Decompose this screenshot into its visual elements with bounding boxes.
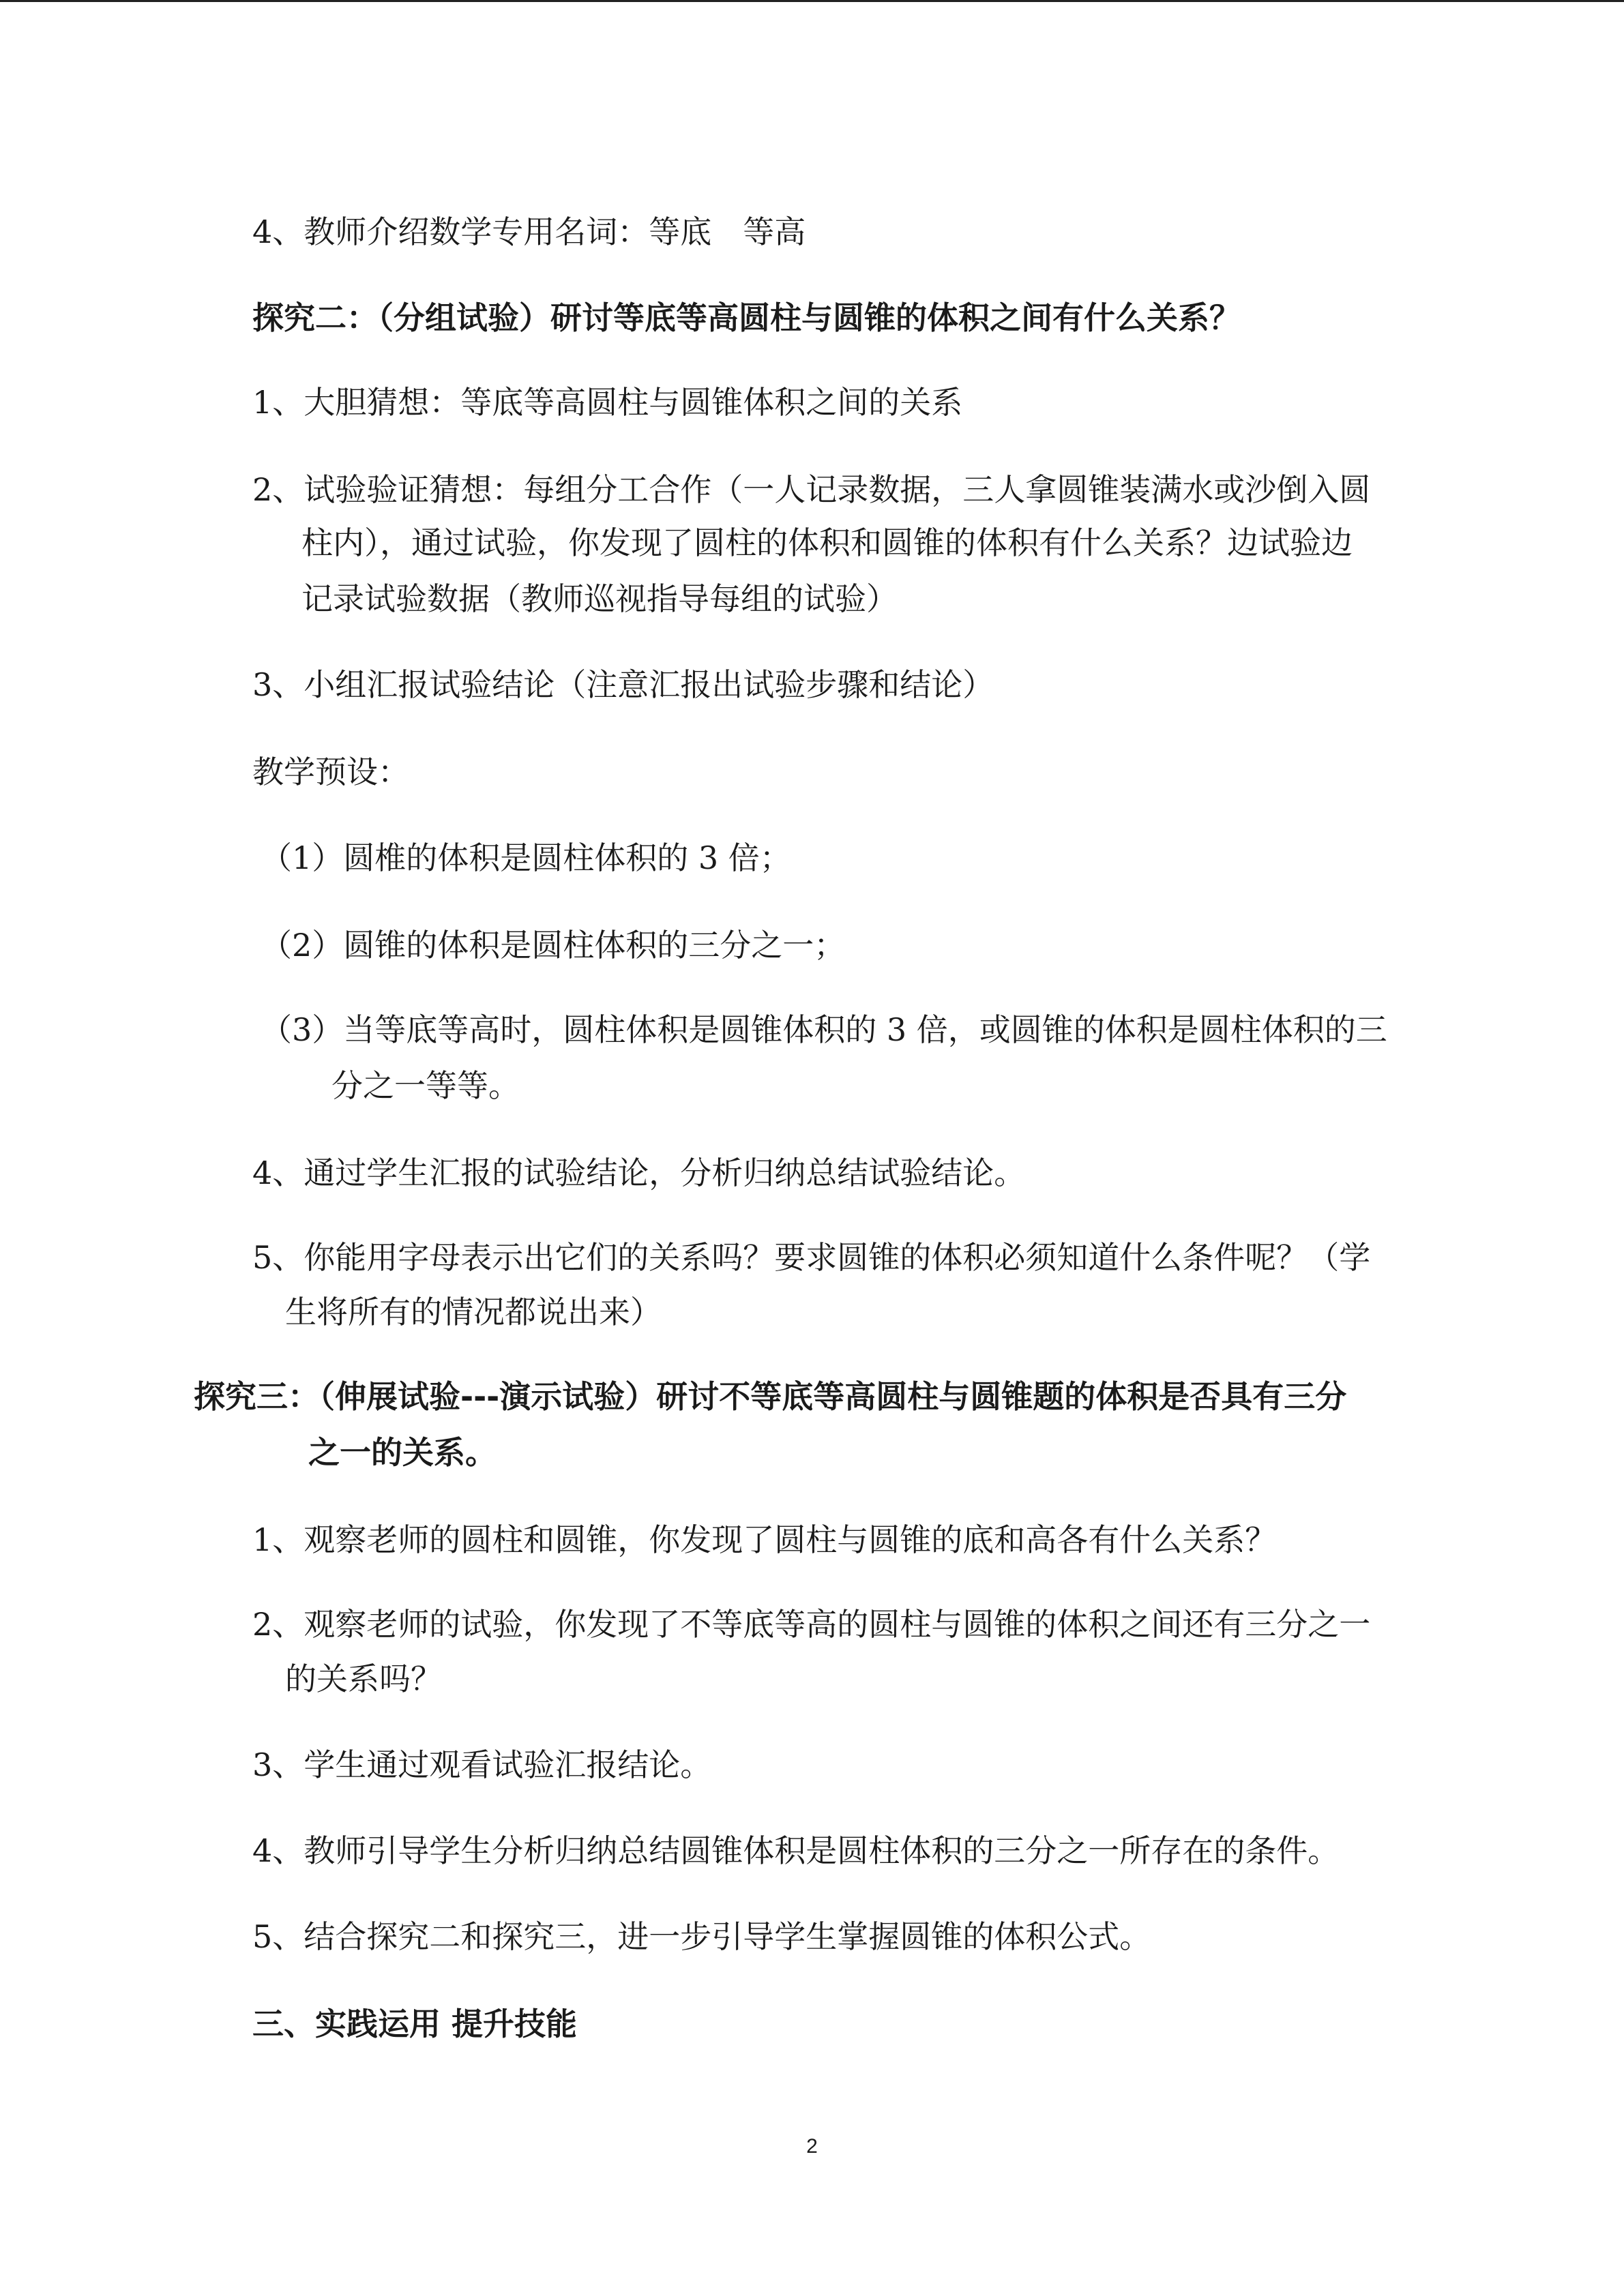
- text-line: 1、观察老师的圆柱和圆锥，你发现了圆柱与圆锥的底和高各有什么关系？: [252, 1521, 1277, 1558]
- text-line: （3）当等底等高时，圆柱体积是圆锥体积的 3 倍，或圆锥的体积是圆柱体积的三: [261, 1011, 1387, 1048]
- text-line: 的关系吗？: [285, 1660, 442, 1697]
- text-line: 3、学生通过观看试验汇报结论。: [252, 1746, 712, 1783]
- text-line: 2、试验验证猜想：每组分工合作（一人记录数据，三人拿圆锥装满水或沙倒入圆: [252, 471, 1371, 508]
- text-line: 4、教师介绍数学专用名词：等底 等高: [252, 213, 806, 250]
- text-line: 教学预设：: [252, 754, 409, 790]
- text-line: 5、你能用字母表示出它们的关系吗？要求圆锥的体积必须知道什么条件呢？（学: [252, 1239, 1371, 1276]
- section-heading-explore-2: 探究二：（分组试验）研讨等底等高圆柱与圆锥的体积之间有什么关系？: [252, 299, 1241, 336]
- text-line: 3、小组汇报试验结论（注意汇报出试验步骤和结论）: [252, 666, 994, 703]
- text-line: 记录试验数据（教师巡视指导每组的试验）: [301, 580, 898, 617]
- text-line: 4、教师引导学生分析归纳总结圆锥体积是圆柱体积的三分之一所存在的条件。: [252, 1832, 1340, 1869]
- text-line: 4、通过学生汇报的试验结论，分析归纳总结试验结论。: [252, 1154, 1026, 1191]
- section-heading-explore-3-cont: 之一的关系。: [308, 1434, 497, 1471]
- section-heading-practice: 三、实践运用 提升技能: [252, 2006, 578, 2042]
- text-line: （2）圆锥的体积是圆柱体积的三分之一；: [261, 927, 846, 964]
- text-line: 柱内），通过试验，你发现了圆柱的体积和圆锥的体积有什么关系？边试验边: [301, 524, 1353, 561]
- text-line: （1）圆椎的体积是圆柱体积的 3 倍；: [261, 839, 791, 876]
- text-line: 分之一等等。: [331, 1067, 520, 1104]
- page-number: 2: [806, 2135, 818, 2158]
- text-line: 2、观察老师的试验，你发现了不等底等高的圆柱与圆锥的体积之间还有三分之一: [252, 1606, 1371, 1643]
- section-heading-explore-3: 探究三：（伸展试验---演示试验）研讨不等底等高圆柱与圆锥题的体积是否具有三分: [194, 1378, 1347, 1415]
- text-line: 生将所有的情况都说出来）: [285, 1294, 662, 1330]
- text-line: 5、结合探究二和探究三，进一步引导学生掌握圆锥的体积公式。: [252, 1918, 1151, 1955]
- page-top-border: [0, 0, 1624, 2]
- text-line: 1、大胆猜想：等底等高圆柱与圆锥体积之间的关系: [252, 384, 963, 421]
